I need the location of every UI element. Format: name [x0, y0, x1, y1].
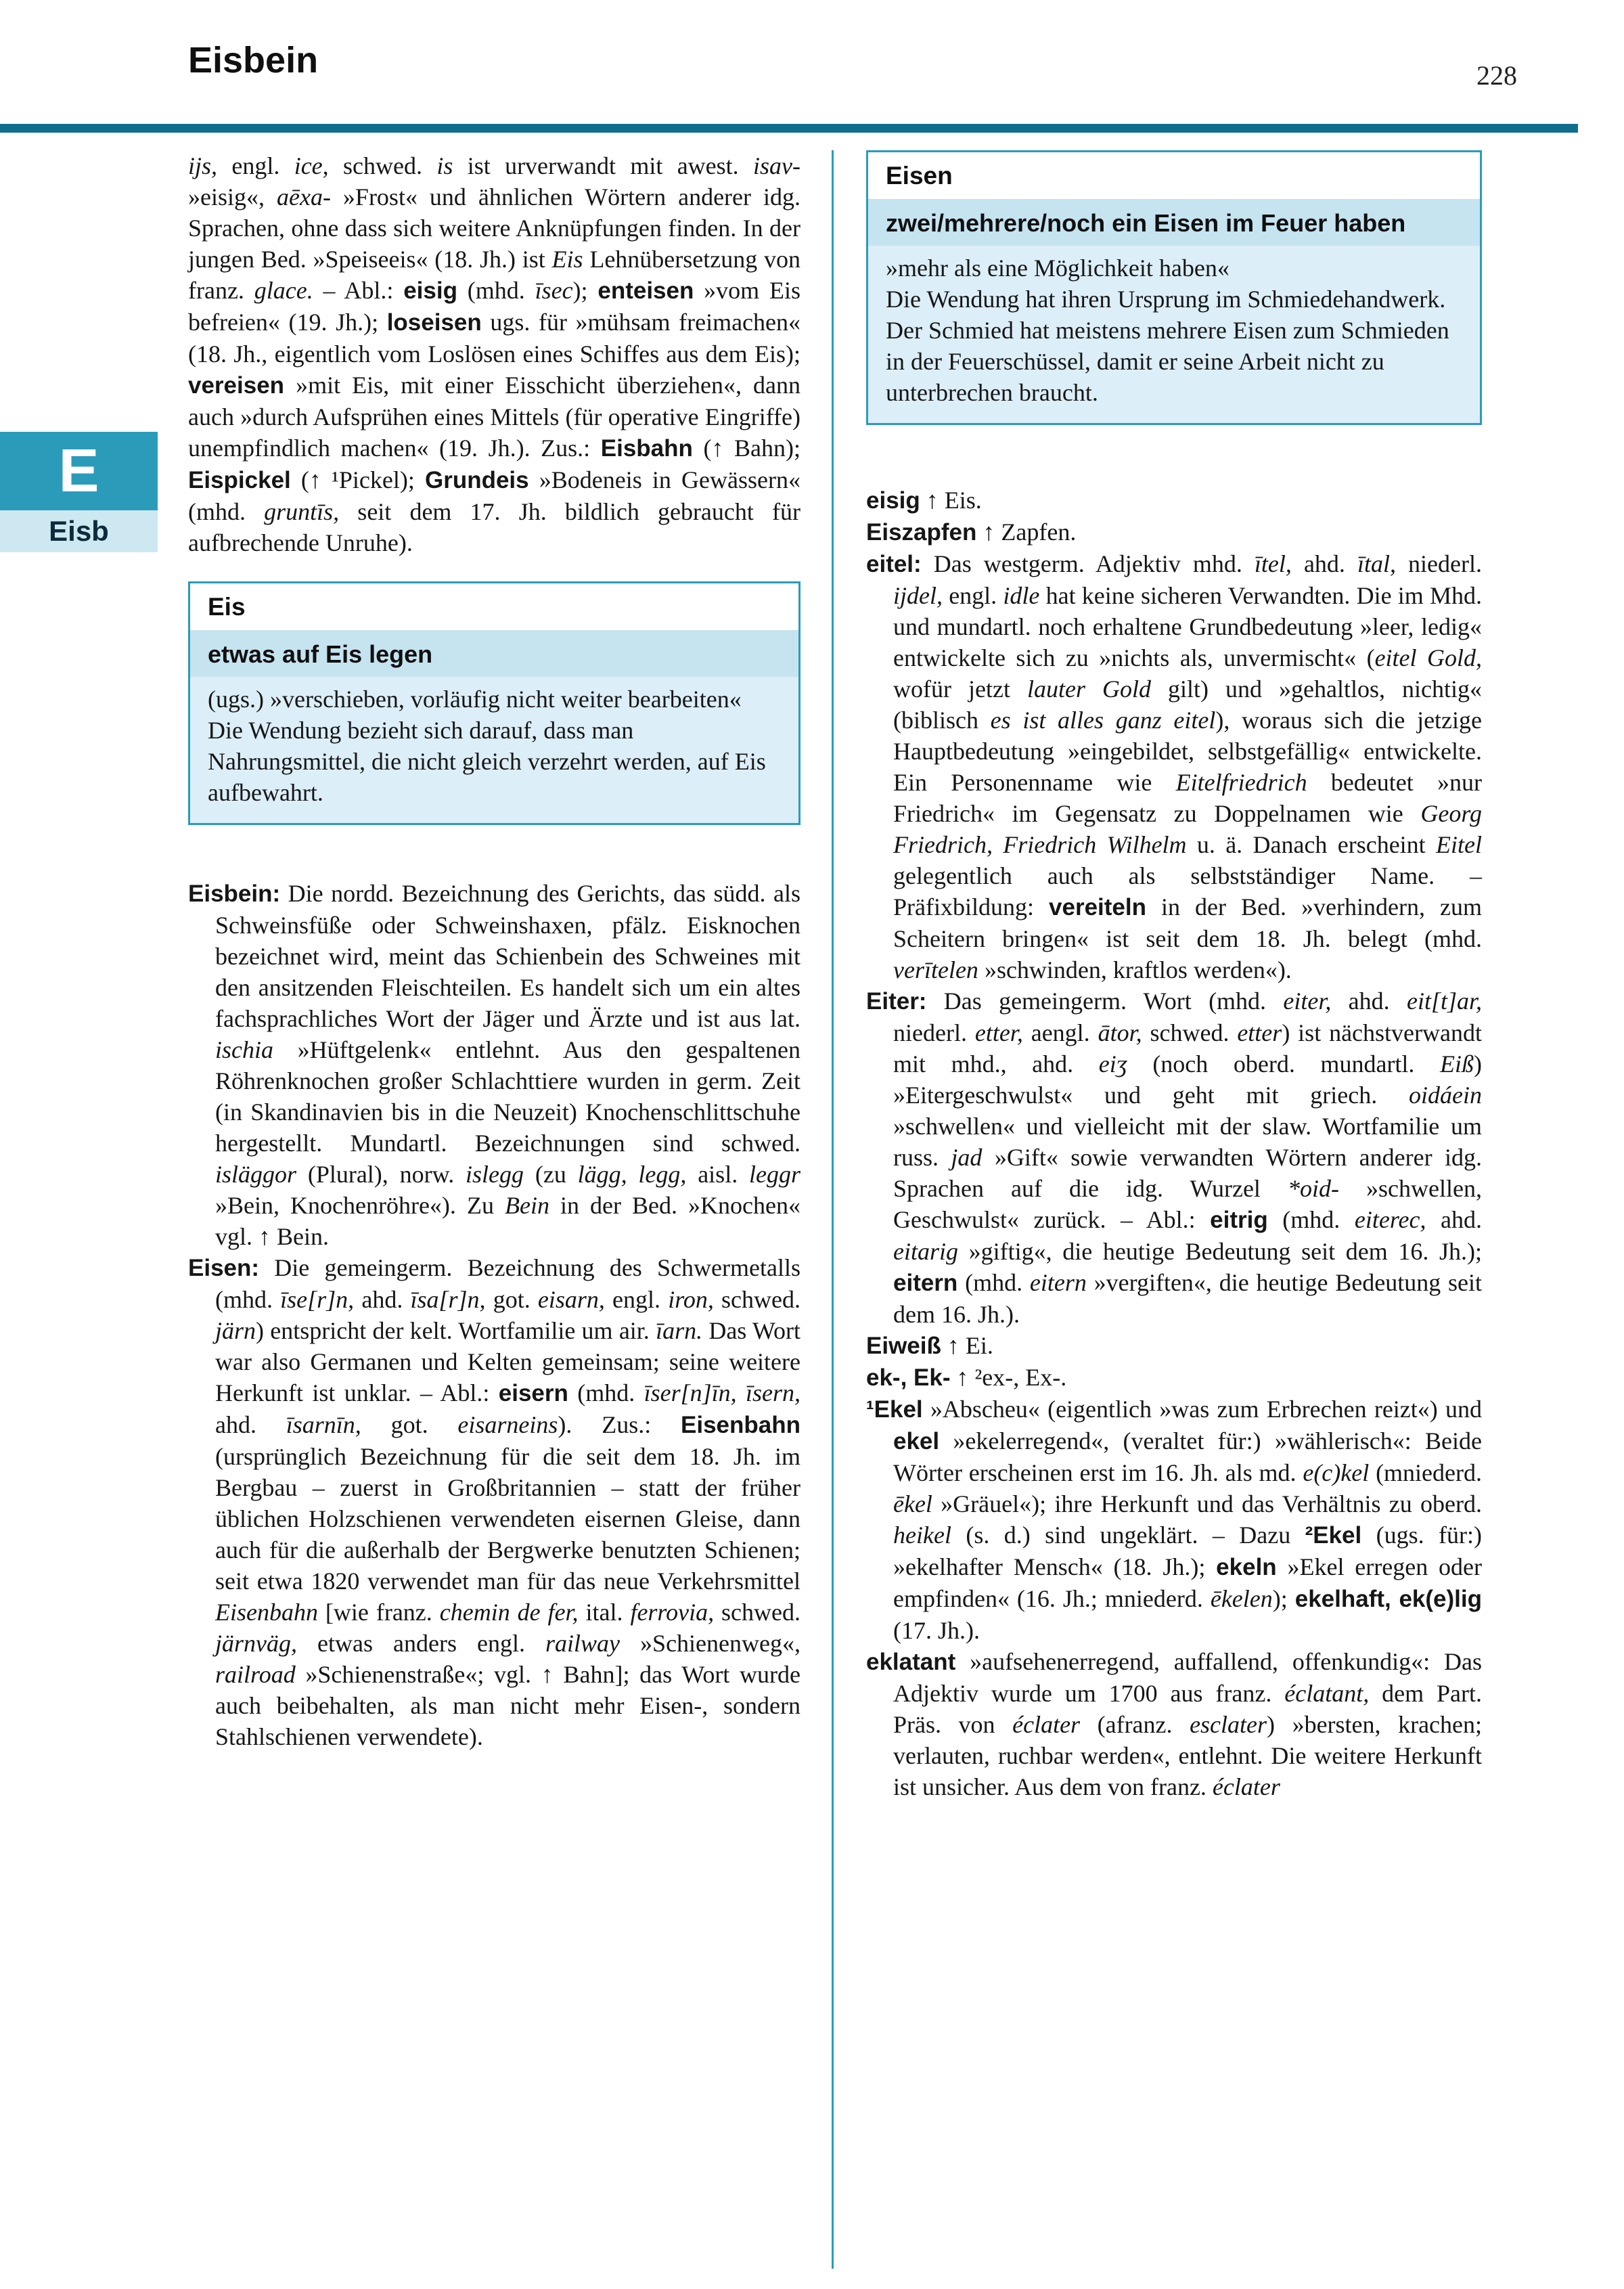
- entry-eiweiss-ref: Eiweiß ↑ Ei.: [866, 1331, 993, 1359]
- entry-eklatant: eklatant »aufsehenerregend, auffallend, offenkundig«: Das Adjektiv wurde um 1700 aus franz. éclatant, dem Part. Präs. von éclater (afranz. esclater) »bersten, krachen; verlauten, ruchbar werden«, entlehnt. Die weitere Herkunft ist unsicher. Aus dem von franz. éclater: [866, 1647, 1483, 1800]
- page-title: Eisbein: [188, 40, 319, 81]
- entry-eiszapfen-ref: Eiszapfen ↑ Zapfen.: [866, 518, 1077, 546]
- entry-eisig-ref: eisig ↑ Eis.: [866, 486, 982, 514]
- idiom-box-eis-phrase: etwas auf Eis legen: [190, 630, 798, 677]
- page-number: 228: [1476, 60, 1517, 91]
- thumb-index-tab: [0, 432, 158, 552]
- left-column: [188, 150, 800, 1752]
- entry-eis-continuation: ijs, engl. ice, schwed. is ist urverwandt mit awest. isav- »eisig«, aēxa- »Frost« und ähnlichen Wörtern anderer idg. Sprachen, ohne dass sich weitere Anknüpfungen finden. In der jungen Bed. »Speiseeis« (18. Jh.) ist Eis Lehnübersetzung von franz. glace. – Abl.: eisig (mhd. īsec); enteisen »vom Eis befreien« (19. Jh.); loseisen ugs. für »mühsam freimachen« (18. Jh., eigentlich vom Loslösen eines Schiffes aus dem Eis); vereisen »mit Eis, mit einer Eisschicht überziehen«, dann auch »durch Aufsprühen eines Mittels (für operative Eingriffe) unempfindlich machen« (19. Jh.). Zus.: Eisbahn (↑ Bahn); Eispickel (↑ ¹Pickel); Grundeis »Bodeneis in Gewässern« (mhd. gruntīs, seit dem 17. Jh. bildlich gebraucht für aufbrechende Unruhe).: [188, 152, 801, 556]
- idiom-box-eis-body-line-2: Die Wendung bezieht sich darauf, dass man Nahrungsmittel, die nicht gleich verzehrt werden, auf Eis aufbewahrt.: [208, 716, 766, 806]
- entry-eitel: eitel: Das westgerm. Adjektiv mhd. ītel, ahd. ītal, niederl. ijdel, engl. idle hat keine sicheren Verwandten. Die im Mhd. und mundartl. noch erhaltene Grundbedeutung »leer, ledig« entwickelte sich zu »nichts als, unvermischt« (eitel Gold, wofür jetzt lauter Gold gilt) und »gehaltlos, nichtig« (biblisch es ist alles ganz eitel), woraus sich die jetzige Hauptbedeutung »eingebildet, selbstgefällig« entwickelte. Ein Personenname wie Eitelfriedrich bedeutet »nur Friedrich« im Gegensatz zu Doppelnamen wie Georg Friedrich, Friedrich Wilhelm u. ä. Danach erscheint Eitel gelegentlich auch als selbstständiger Name. – Präfixbildung: vereiteln in der Bed. »verhindern, zum Scheitern bringen« ist seit dem 18. Jh. belegt (mhd. verītelen »schwinden, kraftlos werden«).: [866, 550, 1483, 983]
- text-columns: [188, 150, 1482, 2279]
- thumb-index-label: Eisb: [0, 510, 158, 552]
- idiom-box-eis-title: Eis: [190, 583, 798, 630]
- entry-ekel: ¹Ekel »Abscheu« (eigentlich »was zum Erbrechen reizt«) und ekel »ekelerregend«, (veraltet für:) »wählerisch«: Beide Wörter erscheinen erst im 16. Jh. als md. e(c)kel (mniederd. ēkel »Gräuel«); ihre Herkunft und das Verhältnis zu oberd. heikel (s. d.) sind ungeklärt. – Dazu ²Ekel (ugs. für:) »ekelhafter Mensch« (18. Jh.); ekeln »Ekel erregen oder empfinden« (16. Jh.; mniederd. ēkelen); ekelhaft, ek(e)lig (17. Jh.).: [866, 1395, 1482, 1644]
- idiom-box-eisen-body-line-1: »mehr als eine Möglichkeit haben«: [886, 254, 1230, 282]
- idiom-box-eis-body-line-1: (ugs.) »verschieben, vorläufig nicht weiter bearbeiten«: [208, 685, 742, 713]
- thumb-index-letter: E: [0, 432, 158, 510]
- idiom-box-eis: [188, 581, 800, 825]
- entry-eisen: Eisen: Die gemeingerm. Bezeichnung des Schwermetalls (mhd. īse[r]n, ahd. īsa[r]n, got. eisarn, engl. iron, schwed. järn) entspricht der kelt. Wortfamilie um air. īarn. Das Wort war also Germanen und Kelten gemeinsam; seine weitere Herkunft ist unklar. – Abl.: eisern (mhd. īser[n]īn, īsern, ahd. īsarnīn, got. eisarneins). Zus.: Eisenbahn (ursprünglich Bezeichnung für die seit dem 18. Jh. im Bergbau – zuerst in Großbritannien – statt der früher üblichen Holzschienen verwendeten eisernen Gleise, dann auch für die außerhalb der Bergwerke benutzten Schienen; seit etwa 1820 verwendet man für das neue Verkehrsmittel Eisenbahn [wie franz. chemin de fer, ital. ferrovia, schwed. järnväg, etwas anders engl. railway »Schienenweg«, railroad »Schienenstraße«; vgl. ↑ Bahn]; das Wort wurde auch beibehalten, als man nicht mehr Eisen-, sondern Stahlschienen verwendete).: [188, 1253, 801, 1750]
- right-column: [866, 150, 1482, 1802]
- column-divider: [832, 150, 834, 2269]
- idiom-box-eis-body: [190, 677, 798, 823]
- entry-eisbein: Eisbein: Die nordd. Bezeichnung des Gerichts, das südd. als Schweinsfüße oder Schweinshaxen, pfälz. Eisknochen bezeichnet wird, meint das Schienbein des Schweines mit den ansitzenden Fleischteilen. Es handelt sich um ein altes fachsprachliches Wort der Jäger und Ärzte und ist aus lat. ischia »Hüftgelenk« entlehnt. Aus den gespaltenen Röhrenknochen großer Schlachttiere wurden in germ. Zeit (in Skandinavien bis in die Neuzeit) Knochenschlittschuhe hergestellt. Mundartl. Bezeichnungen sind schwed. isläggor (Plural), norw. islegg (zu lägg, legg, aisl. leggr »Bein, Knochenröhre«). Zu Bein in der Bed. »Knochen« vgl. ↑ Bein.: [188, 879, 800, 1250]
- header-rule: [0, 124, 1578, 133]
- idiom-box-eisen: [866, 150, 1482, 425]
- entry-ek-ref: ek-, Ek- ↑ ²ex-, Ex-.: [866, 1363, 1067, 1391]
- idiom-box-eisen-body: [868, 246, 1480, 423]
- idiom-box-eisen-phrase: zwei/mehrere/noch ein Eisen im Feuer haben: [868, 199, 1480, 246]
- entry-eiter: Eiter: Das gemeingerm. Wort (mhd. eiter, ahd. eit[t]ar, niederl. etter, aengl. ātor, schwed. etter) ist nächstverwandt mit mhd., ahd. eiʒ (noch oberd. mundartl. Eiß) »Eitergeschwulst« und geht mit griech. oidáein »schwellen« und vielleicht mit der slaw. Wortfamilie um russ. jad »Gift« sowie verwandten Wörtern anderer idg. Sprachen auf die idg. Wurzel *oid- »schwellen, Geschwulst« zurück. – Abl.: eitrig (mhd. eiterec, ahd. eitarig »giftig«, die heutige Bedeutung seit dem 16. Jh.); eitern (mhd. eitern »vergiften«, die heutige Bedeutung seit dem 16. Jh.).: [866, 987, 1482, 1328]
- idiom-box-eisen-body-line-2: Die Wendung hat ihren Ursprung im Schmiedehandwerk. Der Schmied hat meistens mehrere Eisen zum Schmieden in der Feuerschüssel, damit er seine Arbeit nicht zu unterbrechen braucht.: [886, 285, 1449, 406]
- idiom-box-eisen-title: Eisen: [868, 152, 1480, 199]
